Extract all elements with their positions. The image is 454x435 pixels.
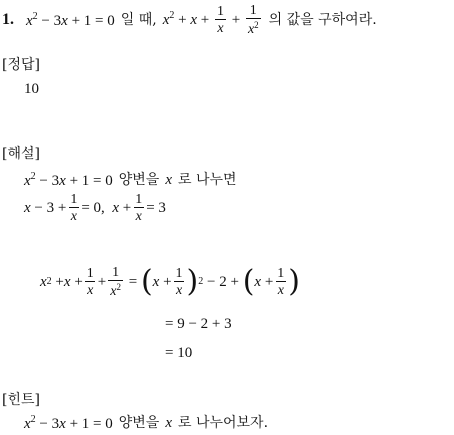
hint-var: x bbox=[165, 414, 172, 431]
hint-line bbox=[24, 414, 268, 432]
answer-label: [정답] bbox=[2, 57, 40, 73]
display-step2: = 10 bbox=[165, 345, 193, 361]
question-ask-text: 의 값을 구하여라. bbox=[268, 12, 377, 28]
question-when-text: 일 때, bbox=[120, 12, 157, 28]
display-equation: x 2 + x + $\frac{1}{x}$ + $\frac{1}{x^2}$ = ( x + $\frac{1}{x}$ ) 2 − 2 + ( x + $\frac{1}{x}$ ) bbox=[40, 264, 301, 299]
question-equation: $x^2 - 3x + 1 = 0$ bbox=[26, 10, 115, 29]
hint-equation: $x^2 - 3x + 1 = 0$ bbox=[24, 413, 113, 432]
question-line bbox=[2, 2, 377, 37]
display-step1: = 9 − 2 + 3 bbox=[165, 316, 232, 332]
explanation-var: x bbox=[165, 171, 172, 188]
question-number: 1. bbox=[2, 11, 14, 28]
explanation-equation: $x^2 - 3x + 1 = 0$ bbox=[24, 170, 113, 189]
hint-text2: 로 나누어보자. bbox=[177, 415, 269, 431]
hint-label: [힌트] bbox=[2, 392, 40, 408]
hint-text: 양변을 bbox=[118, 415, 160, 431]
explanation-line1 bbox=[24, 170, 237, 190]
answer-value: 10 bbox=[24, 81, 39, 97]
explanation-text2: 로 나누면 bbox=[177, 172, 237, 188]
question-expression: $x^2 + x$ + $\frac{1}{x}$ + $\frac{1}{x^2}$ bbox=[162, 2, 259, 37]
explanation-text: 양변을 bbox=[118, 172, 160, 188]
explanation-line2: x − 3 + $\frac{1}{x}$ = 0, x + $\frac{1}{x}$ = 3 bbox=[24, 191, 166, 224]
explanation-label: [해설] bbox=[2, 146, 40, 162]
